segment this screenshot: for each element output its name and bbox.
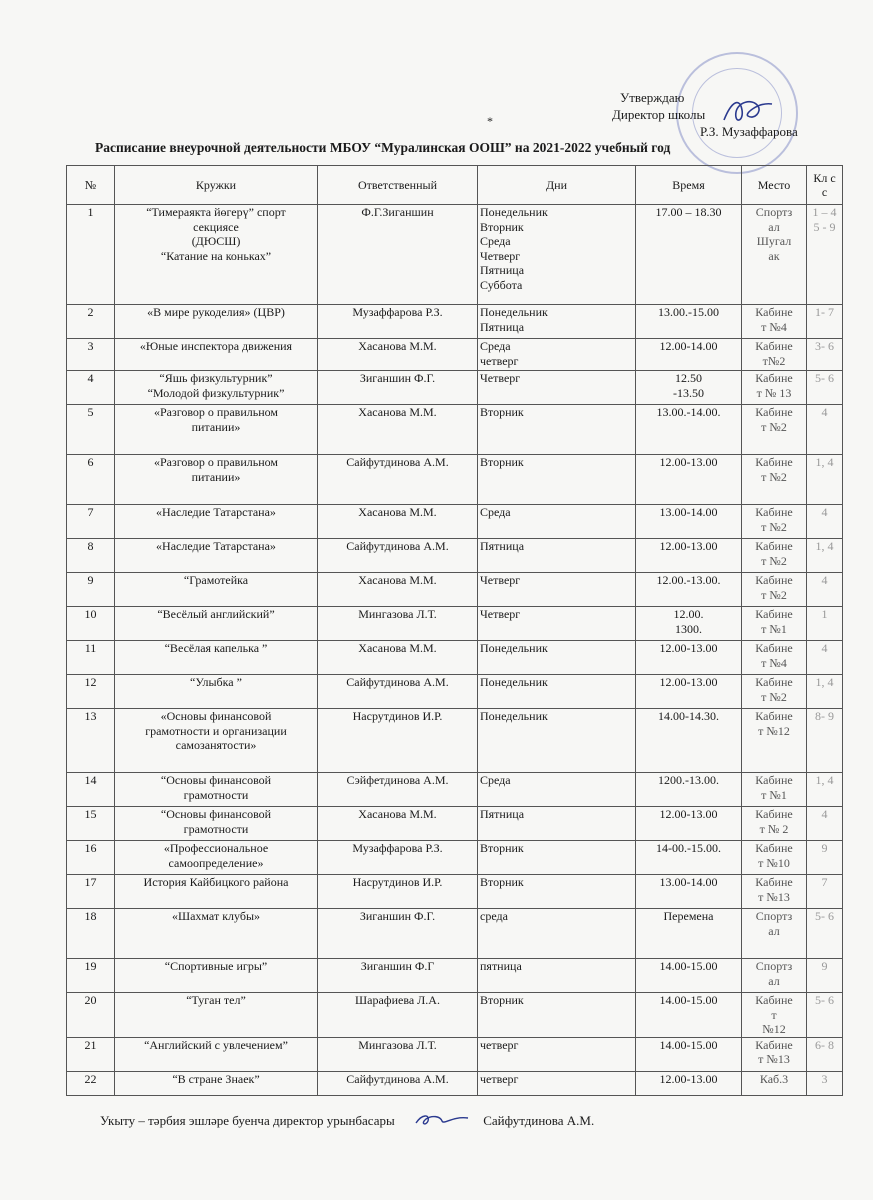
cell-time: 14.00-14.30. xyxy=(636,709,742,773)
cell-responsible-teacher: Хасанова М.М. xyxy=(318,505,478,539)
cell-place: Кабине т №12 xyxy=(742,709,807,773)
cell-place: Кабине т №2 xyxy=(742,505,807,539)
cell-days: Понедельник xyxy=(478,641,636,675)
cell-row-number: 22 xyxy=(67,1071,115,1095)
cell-time: 14-00.-15.00. xyxy=(636,841,742,875)
cell-row-number: 11 xyxy=(67,641,115,675)
cell-time: 12.00-13.00 xyxy=(636,1071,742,1095)
page-title: Расписание внеурочной деятельности МБОУ “Муралинская ООШ” на 2021-2022 учебный год xyxy=(95,140,671,155)
cell-place: Кабине т№2 xyxy=(742,339,807,371)
cell-responsible-teacher: Хасанова М.М. xyxy=(318,573,478,607)
cell-time: 12.00. 1300. xyxy=(636,607,742,641)
cell-responsible-teacher: Сайфутдинова А.М. xyxy=(318,1071,478,1095)
cell-days: Вторник xyxy=(478,455,636,505)
cell-row-number: 5 xyxy=(67,405,115,455)
cell-days: Четверг xyxy=(478,607,636,641)
cell-responsible-teacher: Сайфутдинова А.М. xyxy=(318,539,478,573)
cell-club-name: “Весёлый английский” xyxy=(115,607,318,641)
table-row xyxy=(67,339,843,371)
table-row xyxy=(67,993,843,1038)
cell-row-number: 8 xyxy=(67,539,115,573)
table-row xyxy=(67,505,843,539)
table-row xyxy=(67,607,843,641)
cell-time: 1200.-13.00. xyxy=(636,773,742,807)
header-col-clubs: Кружки xyxy=(115,166,318,205)
cell-grade: 9 xyxy=(807,959,843,993)
approval-block xyxy=(612,89,798,140)
cell-responsible-teacher: Сайфутдинова А.М. xyxy=(318,455,478,505)
header-col-grade: Кл с с xyxy=(807,166,843,205)
table-row xyxy=(67,305,843,339)
table-row xyxy=(67,405,843,455)
cell-club-name: «В мире рукоделия» (ЦВР) xyxy=(115,305,318,339)
cell-grade: 4 xyxy=(807,641,843,675)
cell-grade: 3 xyxy=(807,1071,843,1095)
cell-row-number: 17 xyxy=(67,875,115,909)
cell-club-name: «Разговор о правильном питании» xyxy=(115,455,318,505)
cell-days: Понедельник Вторник Среда Четверг Пятница Суббота xyxy=(478,205,636,305)
cell-place: Спортз ал xyxy=(742,959,807,993)
cell-grade: 4 xyxy=(807,405,843,455)
footer-position: Укыту – тәрбия эшләре буенча директор урынбасары xyxy=(100,1113,395,1128)
cell-responsible-teacher: Музаффарова Р.З. xyxy=(318,841,478,875)
cell-row-number: 18 xyxy=(67,909,115,959)
table-row xyxy=(67,1071,843,1095)
cell-responsible-teacher: Зиганшин Ф.Г. xyxy=(318,909,478,959)
cell-club-name: “Весёлая капелька ” xyxy=(115,641,318,675)
cell-responsible-teacher: Сэйфетдинова А.М. xyxy=(318,773,478,807)
cell-responsible-teacher: Зиганшин Ф.Г xyxy=(318,959,478,993)
cell-responsible-teacher: Мингазова Л.Т. xyxy=(318,607,478,641)
table-row xyxy=(67,807,843,841)
cell-time: 12.50 -13.50 xyxy=(636,371,742,405)
cell-row-number: 1 xyxy=(67,205,115,305)
cell-time: 12.00-13.00 xyxy=(636,539,742,573)
table-row xyxy=(67,573,843,607)
cell-responsible-teacher: Музаффарова Р.З. xyxy=(318,305,478,339)
cell-place: Кабине т №1 xyxy=(742,607,807,641)
cell-row-number: 10 xyxy=(67,607,115,641)
cell-days: Вторник xyxy=(478,405,636,455)
cell-club-name: «Основы финансовой грамотности и организации самозанятости» xyxy=(115,709,318,773)
cell-row-number: 3 xyxy=(67,339,115,371)
cell-grade: 1, 4 xyxy=(807,539,843,573)
cell-grade: 8- 9 xyxy=(807,709,843,773)
cell-row-number: 4 xyxy=(67,371,115,405)
cell-days: четверг xyxy=(478,1071,636,1095)
header-col-number: № xyxy=(67,166,115,205)
cell-row-number: 6 xyxy=(67,455,115,505)
cell-club-name: «Шахмат клубы» xyxy=(115,909,318,959)
cell-grade: 3- 6 xyxy=(807,339,843,371)
approval-label: Утверждаю xyxy=(620,90,685,105)
schedule-table xyxy=(66,165,843,1096)
cell-responsible-teacher: Ф.Г.Зиганшин xyxy=(318,205,478,305)
table-row xyxy=(67,371,843,405)
cell-club-name: «Разговор о правильном питании» xyxy=(115,405,318,455)
cell-time: 14.00-15.00 xyxy=(636,1037,742,1071)
cell-club-name: История Кайбицкого района xyxy=(115,875,318,909)
footer xyxy=(100,1112,594,1129)
cell-days: пятница xyxy=(478,959,636,993)
cell-grade: 5- 6 xyxy=(807,993,843,1038)
cell-club-name: «Юные инспектора движения xyxy=(115,339,318,371)
cell-row-number: 21 xyxy=(67,1037,115,1071)
cell-days: Среда xyxy=(478,505,636,539)
cell-grade: 5- 6 xyxy=(807,909,843,959)
cell-responsible-teacher: Хасанова М.М. xyxy=(318,339,478,371)
cell-place: Кабине т №4 xyxy=(742,641,807,675)
cell-days: Четверг xyxy=(478,371,636,405)
cell-time: 17.00 – 18.30 xyxy=(636,205,742,305)
cell-days: Вторник xyxy=(478,841,636,875)
table-row xyxy=(67,455,843,505)
cell-place: Кабине т №1 xyxy=(742,773,807,807)
cell-club-name: “Улыбка ” xyxy=(115,675,318,709)
table-body xyxy=(67,205,843,1096)
cell-grade: 4 xyxy=(807,807,843,841)
cell-club-name: “В стране Знаек” xyxy=(115,1071,318,1095)
cell-place: Кабине т №2 xyxy=(742,455,807,505)
cell-time: 13.00.-14.00. xyxy=(636,405,742,455)
table-row xyxy=(67,709,843,773)
cell-days: Вторник xyxy=(478,875,636,909)
cell-days: Среда четверг xyxy=(478,339,636,371)
table-row xyxy=(67,539,843,573)
cell-place: Кабине т №12 xyxy=(742,993,807,1038)
cell-days: четверг xyxy=(478,1037,636,1071)
cell-time: 13.00.-15.00 xyxy=(636,305,742,339)
cell-grade: 4 xyxy=(807,505,843,539)
cell-club-name: “Основы финансовой грамотности xyxy=(115,807,318,841)
cell-days: Среда xyxy=(478,773,636,807)
cell-grade: 1 xyxy=(807,607,843,641)
table-row xyxy=(67,875,843,909)
cell-club-name: “Грамотейка xyxy=(115,573,318,607)
cell-club-name: “Тимераякта йөгерү” спорт секциясе (ДЮСШ) “Катание на коньках” xyxy=(115,205,318,305)
cell-row-number: 12 xyxy=(67,675,115,709)
cell-place: Кабине т №4 xyxy=(742,305,807,339)
cell-place: Кабине т №13 xyxy=(742,1037,807,1071)
cell-row-number: 9 xyxy=(67,573,115,607)
cell-club-name: “Туган тел” xyxy=(115,993,318,1038)
header-col-place: Место xyxy=(742,166,807,205)
table-row xyxy=(67,675,843,709)
cell-days: Пятница xyxy=(478,539,636,573)
cell-club-name: “Яшь физкультурник” “Молодой физкультурник” xyxy=(115,371,318,405)
cell-days: Понедельник Пятница xyxy=(478,305,636,339)
footer-name: Сайфутдинова А.М. xyxy=(483,1113,595,1128)
cell-days: Понедельник xyxy=(478,709,636,773)
table-row xyxy=(67,1037,843,1071)
cell-club-name: «Наследие Татарстана» xyxy=(115,539,318,573)
cell-days: Понедельник xyxy=(478,675,636,709)
approval-name: Р.З. Музаффарова xyxy=(700,124,798,139)
cell-place: Кабине т №2 xyxy=(742,675,807,709)
cell-club-name: «Профессиональное самоопределение» xyxy=(115,841,318,875)
cell-row-number: 15 xyxy=(67,807,115,841)
table-row xyxy=(67,959,843,993)
cell-grade: 6- 8 xyxy=(807,1037,843,1071)
table-row xyxy=(67,909,843,959)
cell-row-number: 2 xyxy=(67,305,115,339)
cell-grade: 1, 4 xyxy=(807,455,843,505)
cell-time: 14.00-15.00 xyxy=(636,959,742,993)
cell-time: 12.00-13.00 xyxy=(636,675,742,709)
cell-days: Четверг xyxy=(478,573,636,607)
table-row xyxy=(67,205,843,305)
cell-club-name: “Основы финансовой грамотности xyxy=(115,773,318,807)
cell-responsible-teacher: Зиганшин Ф.Г. xyxy=(318,371,478,405)
cell-row-number: 14 xyxy=(67,773,115,807)
cell-time: 12.00-13.00 xyxy=(636,807,742,841)
cell-time: 13.00-14.00 xyxy=(636,875,742,909)
header-col-days: Дни xyxy=(478,166,636,205)
cell-place: Кабине т №13 xyxy=(742,875,807,909)
cell-club-name: “Спортивные игры” xyxy=(115,959,318,993)
cell-row-number: 19 xyxy=(67,959,115,993)
cell-time: 12.00-13.00 xyxy=(636,641,742,675)
cell-responsible-teacher: Хасанова М.М. xyxy=(318,405,478,455)
cell-grade: 1, 4 xyxy=(807,675,843,709)
cell-responsible-teacher: Шарафиева Л.А. xyxy=(318,993,478,1038)
cell-grade: 4 xyxy=(807,573,843,607)
cell-place: Спортз ал Шугал ак xyxy=(742,205,807,305)
cell-grade: 1 – 4 5 - 9 xyxy=(807,205,843,305)
cell-grade: 5- 6 xyxy=(807,371,843,405)
header-col-responsible: Ответственный xyxy=(318,166,478,205)
cell-time: Перемена xyxy=(636,909,742,959)
cell-place: Спортз ал xyxy=(742,909,807,959)
cell-days: Пятница xyxy=(478,807,636,841)
cell-responsible-teacher: Сайфутдинова А.М. xyxy=(318,675,478,709)
table-header-row xyxy=(67,166,843,205)
cell-grade: 1, 4 xyxy=(807,773,843,807)
table-row xyxy=(67,773,843,807)
cell-time: 14.00-15.00 xyxy=(636,993,742,1038)
cell-time: 13.00-14.00 xyxy=(636,505,742,539)
cell-responsible-teacher: Насрутдинов И.Р. xyxy=(318,875,478,909)
cell-club-name: «Наследие Татарстана» xyxy=(115,505,318,539)
cell-grade: 1- 7 xyxy=(807,305,843,339)
cell-club-name: “Английский с увлечением” xyxy=(115,1037,318,1071)
cell-place: Кабине т № 2 xyxy=(742,807,807,841)
cell-place: Каб.3 xyxy=(742,1071,807,1095)
cell-grade: 7 xyxy=(807,875,843,909)
approval-position: Директор школы xyxy=(612,107,706,122)
cell-time: 12.00.-13.00. xyxy=(636,573,742,607)
cell-days: Вторник xyxy=(478,993,636,1038)
cell-row-number: 13 xyxy=(67,709,115,773)
cell-place: Кабине т №10 xyxy=(742,841,807,875)
cell-place: Кабине т №2 xyxy=(742,573,807,607)
table-row xyxy=(67,841,843,875)
cell-responsible-teacher: Хасанова М.М. xyxy=(318,807,478,841)
cell-days: среда xyxy=(478,909,636,959)
asterisk-mark: * xyxy=(487,114,493,128)
cell-responsible-teacher: Мингазова Л.Т. xyxy=(318,1037,478,1071)
cell-place: Кабине т №2 xyxy=(742,405,807,455)
cell-time: 12.00-13.00 xyxy=(636,455,742,505)
cell-place: Кабине т № 13 xyxy=(742,371,807,405)
cell-place: Кабине т №2 xyxy=(742,539,807,573)
cell-row-number: 16 xyxy=(67,841,115,875)
cell-responsible-teacher: Насрутдинов И.Р. xyxy=(318,709,478,773)
cell-row-number: 20 xyxy=(67,993,115,1038)
cell-responsible-teacher: Хасанова М.М. xyxy=(318,641,478,675)
header-col-time: Время xyxy=(636,166,742,205)
deputy-signature-icon xyxy=(412,1112,472,1128)
table-row xyxy=(67,641,843,675)
cell-time: 12.00-14.00 xyxy=(636,339,742,371)
cell-row-number: 7 xyxy=(67,505,115,539)
cell-grade: 9 xyxy=(807,841,843,875)
